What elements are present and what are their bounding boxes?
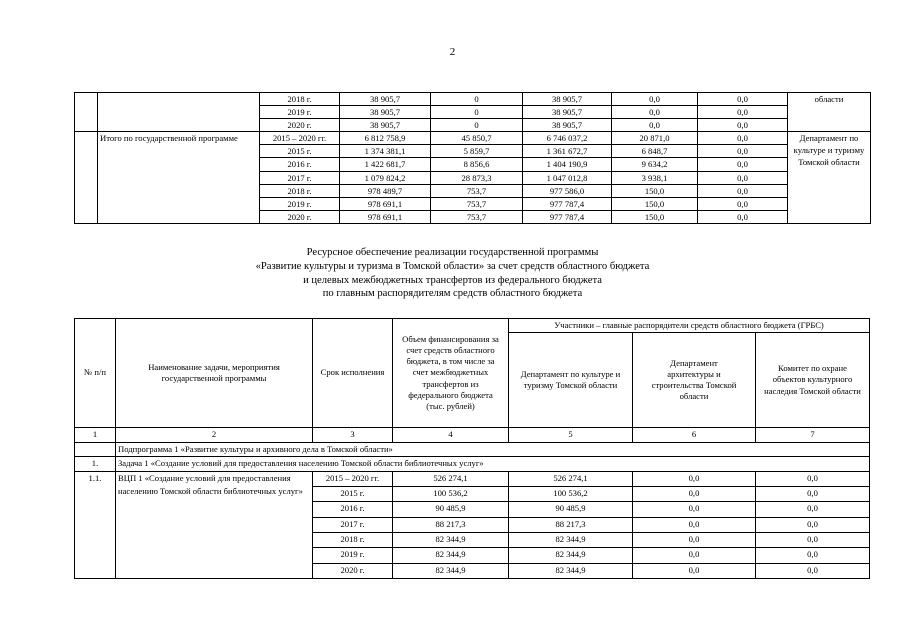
table-row: 2018 г. 82 344,9 82 344,9 0,0 0,0 [75, 533, 870, 548]
table-row: 2017 г. 88 217,3 88 217,3 0,0 0,0 [75, 517, 870, 532]
responsible-cell: Департамент по культуре и туризму Томской области [788, 132, 871, 224]
table-row: 2016 г. 90 485,9 90 485,9 0,0 0,0 [75, 502, 870, 517]
col-header-dept-arch: Департамент архитектуры и строительства Томской области [633, 333, 756, 428]
subprogram-row [75, 442, 870, 457]
table-row: 1.1. ВЦП 1 «Создание условий для предоставления населению Томской области библиотечных услуг» 2015 – 2020 гг. 526 274,1 526 274,1 0,0 0,0 [75, 471, 870, 486]
num-cell [75, 132, 98, 224]
subprogram-title: Подпрограмма 1 «Развитие культуры и архивного дела в Томской области» [116, 442, 870, 457]
table-row: 2015 г. 1 374 381,1 5 859,7 1 361 672,7 6 848,7 0,0 [75, 145, 871, 158]
table-row: 2020 г. 38 905,7 0 38 905,7 0,0 0,0 [75, 119, 871, 132]
top-table [74, 92, 871, 224]
table-row: 2015 г. 100 536,2 100 536,2 0,0 0,0 [75, 486, 870, 501]
task-row: 1. Задача 1 «Создание условий для предоставления населению Томской области библиотечных услуг» [75, 457, 870, 472]
col-header-name: Наименование задачи, мероприятия государственной программы [116, 319, 313, 428]
table-row: 2018 г. 978 489,7 753,7 977 586,0 150,0 0,0 [75, 184, 871, 197]
header-row [75, 319, 870, 333]
table-row: 2017 г. 1 079 824,2 28 873,3 1 047 012,8 3 938,1 0,0 [75, 171, 871, 184]
col-header-term: Срок исполнения [313, 319, 393, 428]
table-row: 2018 г. 38 905,7 0 38 905,7 0,0 0,0 области [75, 93, 871, 106]
table-row: 2016 г. 1 422 681,7 8 856,6 1 404 190,9 9 634,2 0,0 [75, 158, 871, 171]
num-cell [75, 93, 98, 132]
item-name: ВЦП 1 «Создание условий для предоставления населению Томской области библиотечных услуг» [116, 471, 313, 579]
col-header-participants: Участники – главные распорядители средств областного бюджета (ГРБС) [509, 319, 870, 333]
table-row: 2019 г. 82 344,9 82 344,9 0,0 0,0 [75, 548, 870, 563]
col-header-dept-culture: Департамент по культуре и туризму Томской области [509, 333, 633, 428]
program-total-name: Итого по государственной программе [98, 132, 260, 224]
col-header-committee: Комитет по охране объектов культурного наследия Томской области [756, 333, 870, 428]
responsible-cell: области [788, 93, 871, 132]
page-number: 2 [449, 46, 456, 58]
name-cell [98, 93, 260, 132]
table-row: 2020 г. 978 691,1 753,7 977 787,4 150,0 0,0 [75, 210, 871, 223]
section-heading: Ресурсное обеспечение реализации государственной программы «Развитие культуры и туризма в Томской области» за счет средств областного бюджета и целевых межбюджетных трансфертов из федерального бюджета по главным распорядителям средств областного бюджета [255, 247, 650, 300]
col-header-num: № п/п [75, 319, 116, 428]
main-table [74, 318, 870, 579]
table-row: 2019 г. 38 905,7 0 38 905,7 0,0 0,0 [75, 106, 871, 119]
table-row: 2020 г. 82 344,9 82 344,9 0,0 0,0 [75, 563, 870, 578]
col-numbers-row: 1 2 3 4 5 6 7 [75, 428, 870, 443]
task-title: Задача 1 «Создание условий для предоставления населению Томской области библиотечных услуг» [116, 457, 870, 472]
table-row: 2019 г. 978 691,1 753,7 977 787,4 150,0 0,0 [75, 197, 871, 210]
table-row: Итого по государственной программе 2015 – 2020 гг. 6 812 758,9 45 850,7 6 746 037,2 20 871,0 0,0 Департамент по культуре и туризму Томской области [75, 132, 871, 145]
item-num: 1.1. [75, 471, 116, 579]
col-header-volume: Объем финансирования за счет средств областного бюджета, в том числе за счет межбюджетных трансфертов из федерального бюджета (тыс. рублей) [393, 319, 509, 428]
